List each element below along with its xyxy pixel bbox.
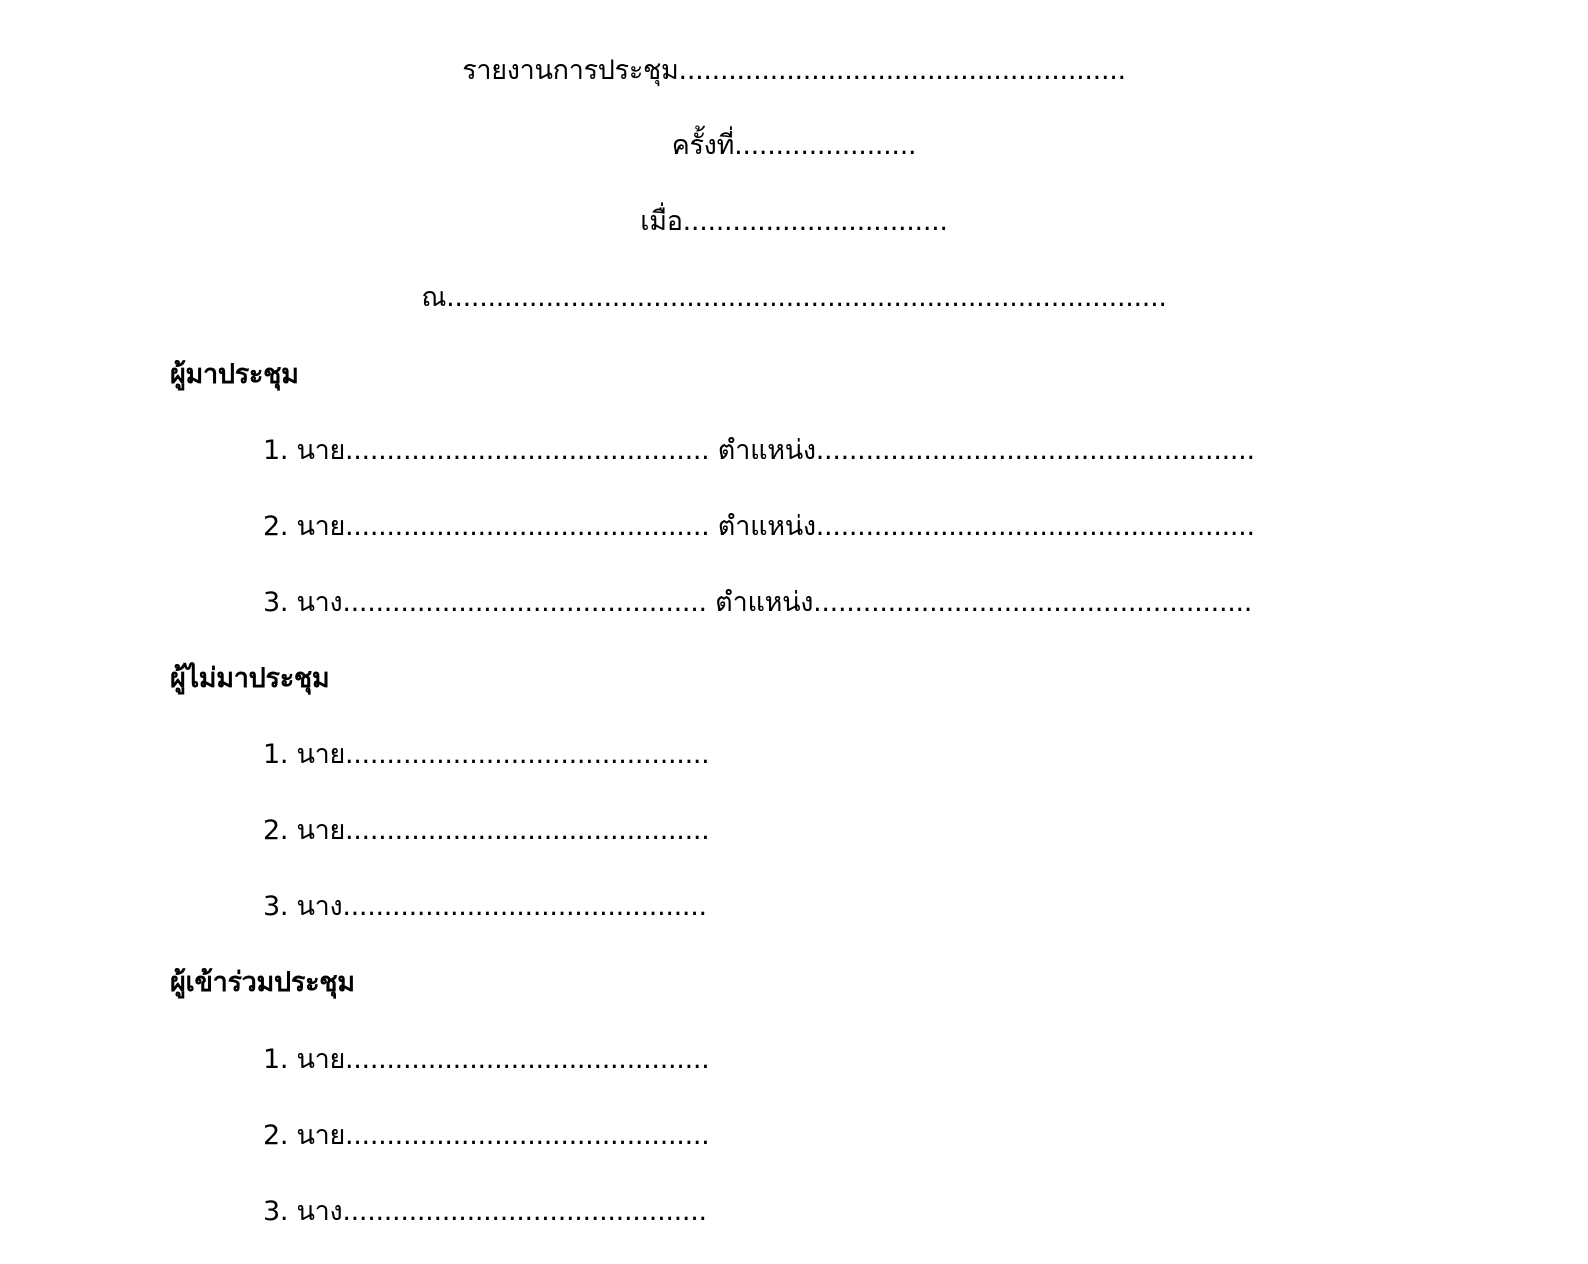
absentees-heading: ผู้ไม่มาประชุม — [170, 663, 330, 694]
participants-heading: ผู้เข้าร่วมประชุม — [170, 967, 355, 998]
attendees-heading: ผู้มาประชุม — [170, 359, 299, 390]
attendee-name: 1. นาย............................................ — [263, 435, 710, 466]
attendee-name: 3. นาง............................................ — [263, 587, 707, 618]
absentee-name: 3. นาง............................................ — [263, 891, 707, 922]
attendee-row — [263, 510, 1255, 544]
attendee-position: ตำแหน่ง..................................................... — [717, 435, 1255, 466]
attendee-row — [263, 434, 1255, 468]
session-number: ครั้งที่...................... — [671, 130, 917, 161]
attendee-position: ตำแหน่ง..................................................... — [715, 587, 1253, 618]
participant-name: 1. นาย............................................ — [263, 1044, 710, 1075]
report-title: รายงานการประชุม...................................................... — [462, 55, 1126, 86]
attendee-row — [263, 586, 1252, 620]
participant-name: 2. นาย............................................ — [263, 1120, 710, 1151]
attendee-position: ตำแหน่ง..................................................... — [717, 511, 1255, 542]
absentee-name: 1. นาย............................................ — [263, 739, 710, 770]
attendee-name: 2. นาย............................................ — [263, 511, 710, 542]
participant-name: 3. นาง............................................ — [263, 1196, 707, 1227]
absentee-name: 2. นาย............................................ — [263, 815, 710, 846]
meeting-date: เมื่อ................................ — [640, 206, 948, 237]
meeting-venue: ณ....................................................................................... — [421, 282, 1167, 313]
